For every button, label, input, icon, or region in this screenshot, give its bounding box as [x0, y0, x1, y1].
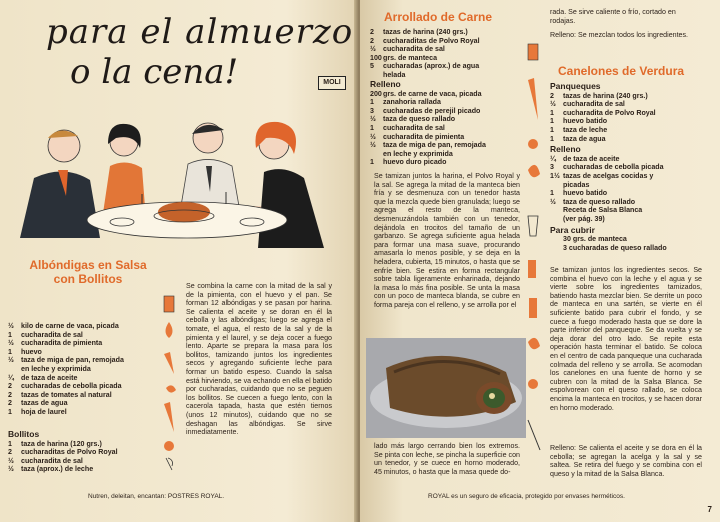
canelones-intro-text: rada. Se sirve caliente o frío, cortado en rodajas.: [550, 8, 676, 25]
arrollado-ingredients: [370, 28, 520, 80]
ingredient-qty: 1: [550, 108, 554, 117]
ingredient-desc: taza de leche: [563, 125, 608, 134]
bollitos-ingredients: [8, 440, 158, 474]
ingredient-qty: ½: [8, 339, 14, 348]
carrot-icon: [164, 352, 174, 374]
canelones-intro-relleno: Relleno: Se mezclan todos los ingredientes.: [550, 31, 689, 40]
arrollado-title: Arrollado de Carne: [384, 10, 493, 24]
ingredient-desc: huevo: [21, 347, 42, 356]
ingredient-row: [370, 45, 520, 54]
ingredient-qty: [550, 206, 563, 215]
right-footer: ROYAL es un seguro de eficacia, protegido por envases herméticos.: [428, 493, 625, 500]
ingredient-qty: 1½: [550, 171, 560, 180]
ingredient-desc: kilo de carne de vaca, picada: [21, 322, 119, 330]
cubrir-title: Para cubrir: [550, 224, 595, 235]
ingredient-qty: ½: [370, 115, 376, 124]
canelones-ingredients-block: [550, 80, 702, 252]
ingredient-qty: [550, 215, 563, 224]
ingredient-row: [370, 141, 520, 150]
ingredient-desc: Receta de Salsa Blanca: [563, 206, 643, 215]
ingredient-row: [370, 158, 520, 167]
ingredient-desc: hoja de laurel: [21, 407, 67, 416]
onion-icon: [528, 139, 538, 149]
ingredient-desc: de taza de aceite: [563, 154, 620, 163]
ingredient-desc: grs. de carne de vaca, picada: [383, 89, 482, 98]
ingredient-desc: cucharadas de cebolla picada: [563, 163, 664, 172]
ingredient-desc: cucharaditas de Polvo Royal: [21, 448, 118, 457]
ingredient-row: [370, 115, 520, 124]
ingredient-qty: 1: [370, 123, 374, 132]
ingredient-desc: taza de miga de pan, remojada: [21, 356, 124, 365]
ingredient-desc: cucharadita de sal: [563, 100, 625, 109]
ingredient-qty: ¼: [8, 373, 14, 382]
right-page: [360, 0, 720, 522]
carrot-icon-2: [164, 402, 174, 432]
arrollado-method: Se tamizan juntos la harina, el Polvo Royal y la sal. Se agrega la mitad de la manteca bien fría y se desmenuza con un tenedor hasta que la mezcla quede bien granulada; luego se agrega el resto de la manteca, desmenuzándola también con un tenedor, dejándola en trocitos del tamaño de un garbanzo. Se agrega suficiente agua helada para formar una masa suave, procurando amasarla lo menos posible, y se deja en la heladera, cubierta, 15 minutos, o hasta que se enfríe bien. Se estira en forma rectangular sobre tabla ligeramente enharinada, dejando la masa lo más fina posible. Se unta la masa con un poco de manteca blanda, se cubre en forma pareja con el relleno, y se arrolla por el: [374, 172, 520, 309]
ingredient-row: [8, 348, 158, 357]
ingredient-icons-column: [158, 292, 182, 472]
ingredient-desc: cucharadita de sal: [21, 456, 83, 465]
ingredient-row: [8, 331, 158, 340]
ingredient-qty: 5: [370, 62, 374, 71]
ingredient-row: [8, 374, 158, 383]
ingredient-desc: tazas de acelgas cocidas y: [563, 171, 654, 180]
bollitos-section: [8, 428, 158, 474]
ingredient-qty: 1: [370, 158, 374, 167]
ingredient-qty: [550, 244, 563, 253]
ingredient-row: [370, 133, 520, 142]
ingredient-desc: en leche y exprimida: [21, 364, 91, 373]
leaf-icon-2: [528, 338, 540, 349]
ingredient-row: [370, 124, 520, 133]
ingredient-qty: ½: [370, 45, 376, 54]
ingredient-desc: cucharadas de perejil picado: [383, 106, 481, 115]
ingredient-qty: 2: [8, 448, 12, 457]
ingredient-row: [370, 150, 520, 159]
ingredient-row: [370, 98, 520, 107]
ingredient-qty: ½: [8, 456, 14, 465]
albondigas-method: Se combina la carne con la mitad de la sal y de la pimienta, con el huevo y el pan. Se forman 12 albóndigas y se pasan por harina. Se calienta el aceite y se doran en él la cebolla y las albóndigas; luego se agrega el tomate, el agua, el resto de la sal y de la pimienta y el laurel, y se deja cocer a fuego lento. Aparte se prepara la masa para los bollitos, tamizando juntos los ingredientes secos y agregando suficiente leche para formar un batido espeso. Cuando la salsa está hirviendo, se va echando en ella el batido por cucharadas, cuidando que no se peguen los bollitos. Se cuecen a fuego lento, con la cacerola tapada, hasta que estén tiernos (unos 12 minutos), cuidando que no se deshagan las albóndigas. Se sirve inmediatamente.: [186, 282, 332, 437]
ingredient-row: [370, 54, 520, 63]
panqueques-ingredients: [550, 92, 702, 144]
ingredient-row: [550, 189, 702, 198]
ingredient-row: [550, 206, 702, 215]
ingredient-qty: 1: [550, 117, 554, 126]
ingredient-qty: 2: [8, 390, 12, 399]
ingredient-row: [550, 100, 702, 109]
ingredient-row: [550, 181, 702, 190]
panqueques-title: Panqueques: [550, 81, 601, 91]
ingredient-row: [8, 365, 158, 374]
knife-icon: [528, 420, 540, 450]
ingredient-row: [8, 391, 158, 400]
ingredient-icons-column-right: [522, 40, 546, 470]
ingredient-desc: cucharadas (aprox.) de agua: [383, 62, 480, 71]
ingredient-desc: picadas: [563, 180, 590, 189]
ingredient-qty: ¼: [550, 154, 556, 163]
canelones-relleno-ingredients: [550, 155, 702, 224]
ingredient-desc: taza de agua: [563, 134, 606, 143]
ingredient-desc: cucharadas de cebolla picada: [21, 382, 122, 391]
ingredient-qty: 1: [550, 189, 554, 198]
albondigas-ingredients: [8, 322, 158, 417]
ingredient-row: [550, 215, 702, 224]
ingredient-row: [550, 135, 702, 144]
ingredient-desc: cucharadita de pimienta: [21, 339, 103, 348]
ingredient-row: [550, 126, 702, 135]
ingredient-desc: cucharadita de pimienta: [383, 132, 465, 141]
cubrir-ingredients: [550, 235, 702, 252]
page-title-line-2: o la cena!: [70, 52, 239, 92]
left-page: [0, 0, 358, 522]
page-number: 7: [707, 505, 712, 514]
left-footer: Nutren, deleitan, encantan: POSTRES ROYAL.: [88, 493, 225, 500]
ingredient-row: [8, 356, 158, 365]
ingredient-desc: 30 grs. de manteca: [563, 235, 627, 244]
ingredient-qty: 1: [8, 439, 12, 448]
ingredient-desc: cucharadita de sal: [383, 123, 445, 132]
ingredient-qty: 3: [370, 106, 374, 115]
ingredient-qty: 2: [8, 382, 12, 391]
ingredient-qty: 1: [8, 407, 12, 416]
ingredient-row: [550, 155, 702, 164]
meat-roll-photo: [366, 338, 526, 438]
ingredient-qty: [550, 181, 563, 190]
ingredient-qty: 1: [8, 330, 12, 339]
carrot-icon: [528, 78, 538, 120]
ingredient-row: [8, 408, 158, 417]
glass-icon-2: [528, 260, 536, 278]
ingredient-row: [8, 457, 158, 466]
ingredient-row: [550, 244, 702, 253]
whisk-icon: [166, 458, 173, 470]
ingredient-desc: grs. de manteca: [383, 53, 438, 62]
arrollado-relleno-title: Relleno: [370, 79, 401, 89]
ingredient-desc: tazas de tomates al natural: [21, 390, 112, 399]
ingredient-row: [8, 465, 158, 474]
ingredient-desc: tazas de harina (240 grs.): [383, 28, 468, 36]
ingredient-desc: helada: [383, 70, 406, 79]
albondigas-title: Albóndigas en Salsa con Bollitos: [29, 258, 147, 286]
ingredient-qty: ½: [8, 322, 14, 330]
egg-icon: [528, 379, 538, 389]
arrollado-method-end: lado más largo cerrando bien los extremos. Se pinta con leche, se pincha la superficie con un tenedor, y se cuece en horno moderado, 45 minutos, o hasta que la masa quede do-: [374, 442, 520, 476]
ingredient-desc: cucharadita de Polvo Royal: [563, 108, 656, 117]
ingredient-qty: 200: [370, 89, 382, 98]
ingredient-qty: ½: [8, 356, 14, 365]
ingredient-desc: taza de harina (120 grs.): [21, 439, 102, 448]
dining-scene-illustration: [12, 108, 352, 258]
ingredient-desc: taza de queso rallado: [383, 115, 456, 124]
arrollado-relleno: [370, 78, 520, 167]
ingredient-qty: [370, 150, 383, 159]
ingredient-qty: 1: [8, 347, 12, 356]
bollitos-title: Bollitos: [8, 429, 40, 439]
ingredient-row: [370, 90, 520, 99]
arrollado-relleno-ingredients: [370, 90, 520, 167]
canelones-relleno-note: Relleno: Se calienta el aceite y se dora en él la cebolla; se agregan la acelga y la sal y se saltea. Se retira del fuego y se combina con el queso y la mitad de la Salsa Blanca.: [550, 444, 702, 478]
ingredient-row: [550, 172, 702, 181]
ingredient-desc: en leche y exprimida: [383, 149, 453, 158]
leaf-icon: [166, 385, 176, 392]
ingredient-qty: ½: [550, 197, 556, 206]
ingredient-desc: taza (aprox.) de leche: [21, 465, 94, 474]
ingredient-qty: 2: [370, 28, 374, 36]
ingredient-row: [8, 339, 158, 348]
ingredient-qty: 1: [550, 125, 554, 134]
canelones-method: Se tamizan juntos los ingredientes secos. Se combina el huevo con la leche y el agua y se vierte sobre los ingredientes tamizados, batiendo hasta mezclar bien. Se derrite un poco de manteca en una sartén, se vierte en él suficiente batido para cubrir el fondo, y se cuece a fuego moderado hasta que se dore la parte inferior del panqueque. Se da vuelta y se deja dorar del otro lado. Se repite esta operación hasta terminar el batido. Se coloca en el centro de cada panqueque una cucharada colmada del relleno y se arrolla. Se acomodan los canelones en una fuente de horno y se cubren con la mitad de la Salsa Blanca. Se espolvorean con el queso rallado, se coloca encima la manteca en trocitos, y se hacen dorar en horno moderado.: [550, 266, 702, 412]
ingredient-qty: ½: [8, 465, 14, 474]
ingredient-row: [8, 382, 158, 391]
ingredient-qty: 1: [370, 98, 374, 107]
ingredient-row: [8, 322, 158, 331]
glass-icon: [528, 44, 538, 60]
ingredient-row: [8, 448, 158, 457]
ingredient-desc: de taza de aceite: [21, 373, 78, 382]
ingredient-qty: 1: [550, 134, 554, 143]
ingredient-qty: 3: [550, 163, 554, 172]
ingredient-desc: taza de miga de pan, remojada: [383, 141, 486, 150]
egg-icon: [166, 322, 173, 338]
ingredient-qty: ½: [370, 132, 376, 141]
ingredient-row: [370, 62, 520, 71]
ingredient-qty: ½: [370, 141, 376, 150]
ingredient-desc: tazas de harina (240 grs.): [563, 91, 648, 100]
canelones-relleno-title: Relleno: [550, 144, 581, 155]
ingredient-desc: cucharadita de sal: [383, 45, 445, 54]
ingredient-desc: cucharaditas de Polvo Royal: [383, 36, 480, 45]
ingredient-qty: [8, 365, 21, 374]
ingredient-qty: 100: [370, 53, 382, 62]
ingredient-desc: zanahoria rallada: [383, 98, 441, 107]
ingredient-desc: cucharadita de sal: [21, 330, 83, 339]
ingredient-desc: huevo batido: [563, 189, 608, 198]
glass-icon: [164, 296, 174, 312]
ingredient-desc: tazas de agua: [21, 399, 68, 408]
ingredient-row: [550, 109, 702, 118]
ingredient-row: [550, 235, 702, 244]
ingredient-row: [550, 92, 702, 101]
ingredient-row: [8, 440, 158, 449]
brand-logo: MOLI: [318, 76, 346, 90]
ingredient-qty: 2: [8, 399, 12, 408]
tomato-icon: [164, 441, 174, 451]
ingredient-desc: huevo batido: [563, 117, 608, 126]
ingredient-row: [8, 399, 158, 408]
canelones-title: Canelones de Verdura: [558, 64, 685, 78]
ingredient-row: [370, 107, 520, 116]
ingredient-qty: 2: [370, 36, 374, 45]
pitcher-icon: [528, 216, 538, 236]
ingredient-desc: 3 cucharadas de queso rallado: [563, 243, 667, 252]
ingredient-row: [550, 198, 702, 207]
bottle-icon: [529, 298, 537, 318]
ingredient-row: [370, 37, 520, 46]
ingredient-qty: ½: [550, 100, 556, 109]
ingredient-qty: [550, 235, 563, 244]
page-title-line-1: para el almuerzo: [46, 12, 354, 52]
ingredient-desc: taza de queso rallado: [563, 197, 636, 206]
ingredient-desc: (ver pág. 39): [563, 214, 605, 223]
ingredient-desc: huevo duro picado: [383, 158, 447, 167]
ingredient-row: [550, 117, 702, 126]
canelones-intro: [550, 8, 702, 40]
ingredient-row: [550, 163, 702, 172]
ingredient-row: [370, 28, 520, 37]
leaf-icon: [528, 165, 540, 177]
ingredient-qty: 2: [550, 91, 554, 100]
man-right-figure: [180, 123, 240, 212]
